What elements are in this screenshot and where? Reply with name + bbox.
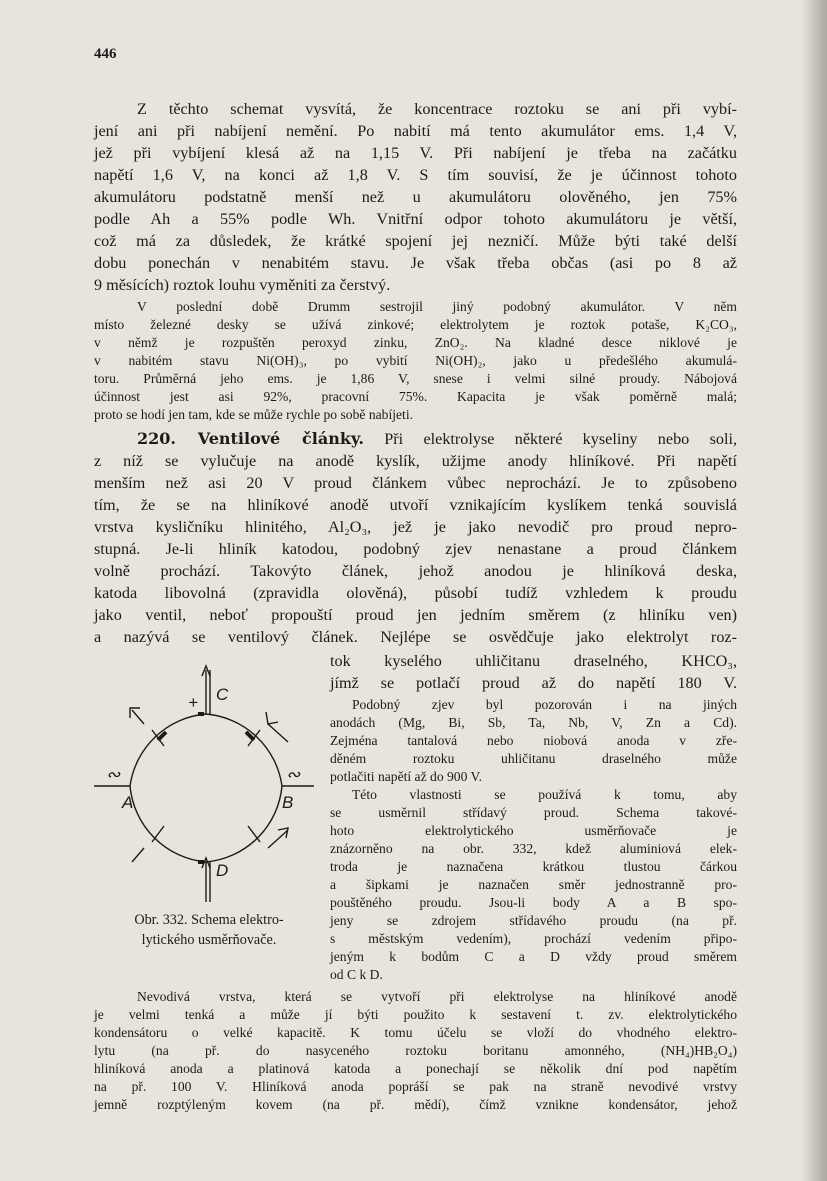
text-line: proto se hodí jen tam, kde se může rychle po sobě nabíjeti. bbox=[94, 407, 413, 422]
text-line: hliníková anoda a platinová katoda a ponechají se několik dní pod napětím bbox=[94, 1061, 737, 1076]
text-line: v němž je rozpuštěn peroxyd zinku, ZnO₂. Na kladné desce niklové je bbox=[94, 335, 737, 350]
text-line: a šipkami je naznačen směr jednostranně pro- bbox=[330, 877, 737, 892]
figure-caption-line-1: Obr. 332. Schema elektro- bbox=[134, 912, 284, 928]
text-line: v nabitém stavu Ni(OH)₃, po vybití Ni(OH)₂, jako u předešlého akumulá- bbox=[94, 353, 737, 368]
text-line: napětí 1,6 V, na konci až 1,8 V. S tím souvisí, že je účinnost tohoto bbox=[94, 166, 737, 184]
text-line: Této vlastnosti se používá k tomu, aby bbox=[352, 787, 737, 802]
text-line: anodách (Mg, Bi, Sb, Ta, Nb, V, Zn a Cd). bbox=[330, 715, 737, 730]
diagram-ac-symbol-left: ∾ bbox=[106, 765, 121, 784]
text-line-with-heading: 220. Ventilové články. Při elektrolyse některé kyseliny nebo soli, bbox=[137, 429, 738, 448]
text-line: Zejména tantalová nebo niobová anoda v zře- bbox=[330, 733, 737, 748]
text-line: Podobný zjev byl pozorován i na jiných bbox=[352, 697, 737, 712]
text-line: znázorněno na obr. 332, kdež aluminiová elek- bbox=[330, 841, 737, 856]
text-line: Nevodivá vrstva, která se vytvoří při elektrolyse na hliníkové anodě bbox=[137, 989, 737, 1004]
text-line: hoto elektrolytického usměrňovače je bbox=[330, 823, 737, 838]
text-line: účinnost jest asi 92%, pracovní 75%. Kapacita je však poměrně malá; bbox=[94, 389, 737, 404]
text-line: menším než asi 20 V proud článkem vůbec neprochází. Je to způsobeno bbox=[94, 474, 737, 492]
text-line: katoda libovolná (zpravidla olověná), působí tudíž vzhledem k proudu bbox=[94, 584, 737, 602]
text-line: jeným k bodům C a D vždy proud směrem bbox=[330, 949, 737, 964]
text-line: jako ventil, neboť propouští proud jen jedním směrem (z hliníku ven) bbox=[94, 606, 737, 624]
section-heading: 220. Ventilové články. bbox=[137, 429, 364, 448]
text-line: vrstva kysličníku hlinitého, Al₂O₃, jež je jako nevodič pro proud nepro- bbox=[94, 518, 737, 536]
diagram-label-c: C bbox=[216, 685, 229, 704]
page-number: 446 bbox=[94, 46, 117, 62]
text-line: pouštěného proudu. Jsou-li body A a B spo- bbox=[330, 895, 737, 910]
text-line: jímž se potlačí proud až do napětí 180 V. bbox=[330, 674, 737, 692]
text-line: volně prochází. Takovýto článek, jehož anodou je hliníková deska, bbox=[94, 562, 737, 580]
text-line: jení ani při nabíjení nemění. Po nabití má tento akumulátor ems. 1,4 V, bbox=[94, 122, 737, 140]
page-edge-shadow bbox=[801, 0, 827, 1181]
text-line: Z těchto schemat vysvítá, že koncentrace roztoku se ani při vybí- bbox=[137, 100, 737, 118]
text-line: jemně rozptýleným kovem (na př. mědí), čímž vznikne kondensátor, jehož bbox=[94, 1097, 737, 1112]
text-line: jeny se zdrojem střídavého proudu (na př. bbox=[330, 913, 737, 928]
text-line: je velmi tenká a může jí býti použito k sestavení t. zv. elektrolytického bbox=[94, 1007, 737, 1022]
text-line: a nazývá se ventilový článek. Nejlépe se osvědčuje jako elektrolyt roz- bbox=[94, 628, 737, 646]
diagram-label-b: B bbox=[282, 793, 294, 812]
text-line: děném roztoku uhličitanu draselného může bbox=[330, 751, 737, 766]
text-line: lytu (na př. do nasyceného roztoku boritanu amonného, (NH₄)HB₂O₄) bbox=[94, 1043, 737, 1058]
rectifier-diagram bbox=[92, 662, 314, 910]
text-line: s městským vedením), prochází vedením připo- bbox=[330, 931, 737, 946]
diagram-label-d: D bbox=[216, 861, 229, 880]
text-line: potlačiti napětí až do 900 V. bbox=[330, 769, 483, 784]
text-line: z níž se vylučuje na anodě kyslík, užijme anody hliníkové. Při napětí bbox=[94, 452, 737, 470]
text-line: což má za důsledek, že krátké spojení jej nezničí. Může býti také delší bbox=[94, 232, 737, 250]
diagram-label-a: A bbox=[122, 793, 134, 812]
text-line: od C k D. bbox=[330, 967, 383, 982]
text-line: tím, že se na hliníkové anodě utvoří vznikajícím kyslíkem tenká souvislá bbox=[94, 496, 737, 514]
text-line: toru. Průměrná jeho ems. je 1,86 V, snese i velmi silné proudy. Nábojová bbox=[94, 371, 737, 386]
text-line: dobu ponechán v nenabitém stavu. Je však třeba občas (asi po 8 až bbox=[94, 254, 737, 272]
text-line: troda je naznačena krátkou tlustou čárkou bbox=[330, 859, 737, 874]
text-line: 9 měsících) roztok louhu vyměniti za čerstvý. bbox=[94, 276, 391, 294]
text-line: kondensátoru o velké kapacitě. K tomu účelu se vloží do vhodného elektro- bbox=[94, 1025, 737, 1040]
figure-rectifier-schema bbox=[92, 662, 314, 910]
text-line: V poslední době Drumm sestrojil jiný podobný akumulátor. V něm bbox=[137, 299, 737, 314]
text-line: na př. 100 V. Hliníková anoda popráší se pak na straně nevodivé vrstvy bbox=[94, 1079, 737, 1094]
text-line: podle Ah a 55% podle Wh. Vnitřní odpor tohoto akumulátoru je větší, bbox=[94, 210, 737, 228]
text-line: jež při vybíjení klesá až na 1,15 V. Při nabíjení je třeba na začátku bbox=[94, 144, 737, 162]
text-line: tok kyselého uhličitanu draselného, KHCO₃, bbox=[330, 652, 737, 670]
text-line: stupná. Je-li hliník katodou, podobný zjev nenastane a proud článkem bbox=[94, 540, 737, 558]
text-line: akumulátoru podstatně menší než u akumulátoru olověného, jen 75% bbox=[94, 188, 737, 206]
text-line: se usměrnil střídavý proud. Schema takové- bbox=[330, 805, 737, 820]
text-line: místo železné desky se užívá zinkové; elektrolytem je roztok potaše, K₂CO₃, bbox=[94, 317, 737, 332]
figure-caption-line-2: lytického usměrňovače. bbox=[141, 932, 277, 948]
diagram-ac-symbol-right: ∾ bbox=[286, 765, 301, 784]
diagram-plus-sign: + bbox=[188, 693, 198, 712]
